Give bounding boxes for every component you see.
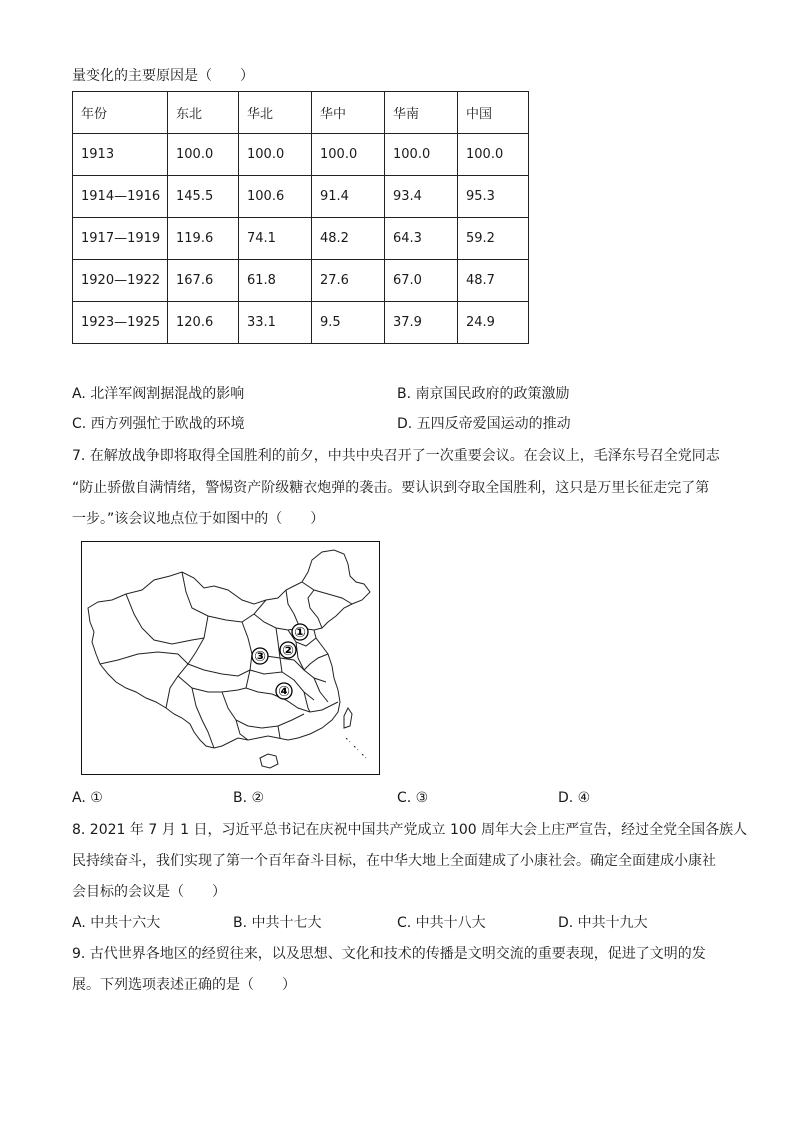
table-cell: 1923—1925: [73, 302, 168, 344]
table-header-row: [73, 92, 529, 134]
table-cell: 64.3: [385, 218, 458, 260]
table-header-cell: 华北: [239, 92, 312, 134]
q7-option-b[interactable]: B. ②: [233, 790, 265, 806]
q6-option-a[interactable]: A. 北洋军阀割据混战的影响: [72, 386, 245, 402]
data-table: [72, 91, 529, 344]
table-cell: 145.5: [168, 176, 239, 218]
table-cell: 100.0: [458, 134, 529, 176]
table-cell: 100.0: [312, 134, 385, 176]
table-cell: 74.1: [239, 218, 312, 260]
table-cell: 24.9: [458, 302, 529, 344]
marker-1: ①: [294, 625, 306, 641]
q6-option-c[interactable]: C. 西方列强忙于欧战的环境: [72, 416, 245, 432]
table-cell: 27.6: [312, 260, 385, 302]
table-header-cell: 年份: [73, 92, 168, 134]
table-header-cell: 华中: [312, 92, 385, 134]
table-row: [73, 260, 529, 302]
q8-line-1: 8. 2021 年 7 月 1 日，习近平总书记在庆祝中国共产党成立 100 周年大会上庄严宣告，经过全党全国各族人: [72, 822, 748, 838]
table-cell: 167.6: [168, 260, 239, 302]
table-cell: 33.1: [239, 302, 312, 344]
q6-option-d[interactable]: D. 五四反帝爱国运动的推动: [397, 416, 571, 432]
table-cell: 9.5: [312, 302, 385, 344]
q6-stem-tail: 量变化的主要原因是（ ）: [72, 68, 254, 84]
table-cell: 95.3: [458, 176, 529, 218]
table-cell: 1914—1916: [73, 176, 168, 218]
q8-option-c[interactable]: C. 中共十八大: [397, 915, 486, 931]
q6-option-b[interactable]: B. 南京国民政府的政策激励: [397, 386, 570, 402]
q7-line-2: “防止骄傲自满情绪，警惕资产阶级糖衣炮弹的袭击。要认识到夺取全国胜利，这只是万里长征走完了第: [72, 480, 710, 496]
table-cell: 91.4: [312, 176, 385, 218]
marker-3: ③: [254, 649, 266, 665]
table-cell: 37.9: [385, 302, 458, 344]
table-row: [73, 176, 529, 218]
q9-line-2: 展。下列选项表述正确的是（ ）: [72, 977, 296, 993]
table-cell: 1920—1922: [73, 260, 168, 302]
table-row: [73, 134, 529, 176]
table-cell: 120.6: [168, 302, 239, 344]
table-cell: 48.2: [312, 218, 385, 260]
q9-line-1: 9. 古代世界各地区的经贸往来，以及思想、文化和技术的传播是文明交流的重要表现，促进了文明的发: [72, 946, 706, 962]
table-cell: 1913: [73, 134, 168, 176]
marker-2: ②: [282, 643, 294, 659]
q8-option-a[interactable]: A. 中共十六大: [72, 915, 161, 931]
table-cell: 1917—1919: [73, 218, 168, 260]
table-header-cell: 华南: [385, 92, 458, 134]
table-row: [73, 302, 529, 344]
marker-4: ④: [278, 684, 290, 700]
q7-option-c[interactable]: C. ③: [397, 790, 429, 806]
table-cell: 100.0: [168, 134, 239, 176]
q7-option-a[interactable]: A. ①: [72, 790, 103, 806]
table-cell: 100.0: [239, 134, 312, 176]
table-cell: 119.6: [168, 218, 239, 260]
china-map: [81, 541, 380, 775]
table-row: [73, 218, 529, 260]
table-header-cell: 东北: [168, 92, 239, 134]
q7-option-d[interactable]: D. ④: [558, 790, 591, 806]
table-cell: 100.0: [385, 134, 458, 176]
q8-line-2: 民持续奋斗，我们实现了第一个百年奋斗目标，在中华大地上全面建成了小康社会。确定全面建成小康社: [72, 853, 716, 869]
q8-option-b[interactable]: B. 中共十七大: [233, 915, 322, 931]
table-cell: 59.2: [458, 218, 529, 260]
table-cell: 100.6: [239, 176, 312, 218]
q8-option-d[interactable]: D. 中共十九大: [558, 915, 648, 931]
table-cell: 48.7: [458, 260, 529, 302]
table-cell: 93.4: [385, 176, 458, 218]
table-header-cell: 中国: [458, 92, 529, 134]
q7-line-1: 7. 在解放战争即将取得全国胜利的前夕，中共中央召开了一次重要会议。在会议上，毛泽东号召全党同志: [72, 448, 720, 464]
china-map-outline: [82, 542, 379, 774]
table-cell: 61.8: [239, 260, 312, 302]
table-cell: 67.0: [385, 260, 458, 302]
q7-line-3: 一步。”该会议地点位于如图中的（ ）: [72, 511, 325, 527]
q8-line-3: 会目标的会议是（ ）: [72, 884, 226, 900]
